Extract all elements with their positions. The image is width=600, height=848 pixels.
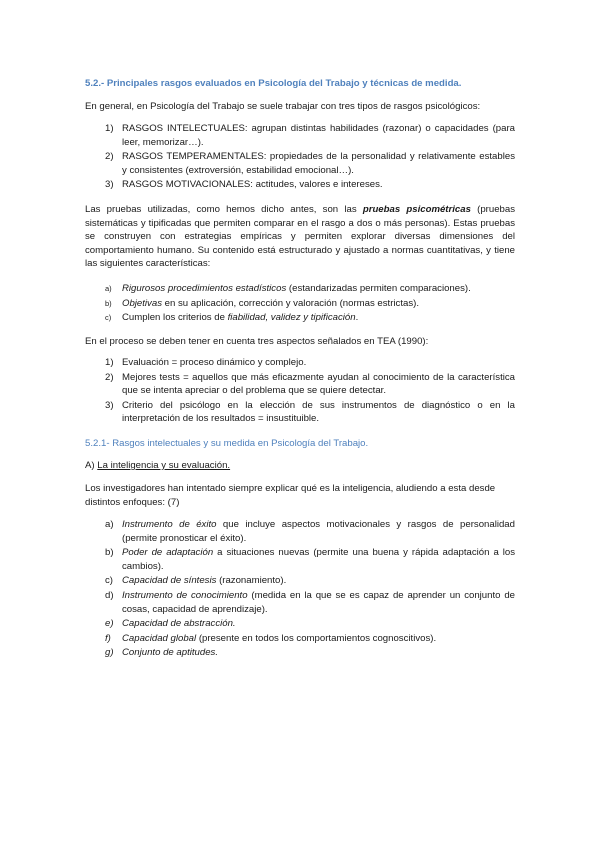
list-item: b) Objetivas en su aplicación, corrección y valoración (normas estrictas). bbox=[105, 297, 420, 309]
list-item: d) Instrumento de conocimiento (medida en la que se es capaz de aprender un conjunto de cosas, capacidad de aprendizaje). bbox=[105, 589, 515, 615]
list-item: a) Rigurosos procedimientos estadísticos (estandarizadas permiten comparaciones). bbox=[105, 283, 471, 294]
list-item: a) Instrumento de éxito que incluye aspectos motivacionales y rasgos de personalidad (permite pronosticar el éxito). bbox=[105, 519, 515, 544]
list-item: 1) RASGOS INTELECTUALES: agrupan distintas habilidades (razonar) o capacidades (para leer, memorizar…). bbox=[105, 123, 515, 148]
list-item: e) Capacidad de abstracción. bbox=[105, 618, 236, 630]
subheading: A) La inteligencia y su evaluación. bbox=[85, 460, 231, 471]
list-item: 3) Criterio del psicólogo en la elección de sus instrumentos de diagnóstico o en la interpretación de los resultados = insustituible. bbox=[105, 399, 515, 425]
list-item: c) Capacidad de síntesis (razonamiento). bbox=[105, 575, 287, 587]
intro-paragraph: En general, en Psicología del Trabajo se suele trabajar con tres tipos de rasgos psicológicos: bbox=[85, 101, 481, 112]
subsection-title: 5.2.1- Rasgos intelectuales y su medida en Psicología del Trabajo. bbox=[85, 438, 369, 449]
list-item: b) Poder de adaptación a situaciones nuevas (permite una buena y rápida adaptación a los cambios). bbox=[105, 547, 516, 572]
tea-intro: En el proceso se deben tener en cuenta tres aspectos señalados en TEA (1990): bbox=[85, 336, 429, 347]
enfoques-list bbox=[105, 518, 515, 661]
emphasis-term: pruebas psicométricas bbox=[362, 204, 471, 215]
list-item: g) Conjunto de aptitudes. bbox=[105, 647, 219, 659]
section-title: 5.2.- Principales rasgos evaluados en Psicología del Trabajo y técnicas de medida. bbox=[85, 78, 462, 89]
tea-list bbox=[105, 356, 515, 427]
list-item: 2) Mejores tests = aquellos que más eficazmente ayudan al conocimiento de la característica que se intenta apreciar o del problema que se quiere detectar. bbox=[105, 371, 515, 397]
list-item: 3) RASGOS MOTIVACIONALES: actitudes, valores e intereses. bbox=[105, 179, 383, 191]
list-item: f) Capacidad global (presente en todos los comportamientos cognoscitivos). bbox=[105, 632, 437, 644]
inteligencia-intro: Los investigadores han intentado siempre explicar qué es la inteligencia, aludiendo a esta desde distintos enfoques: (7) bbox=[85, 483, 496, 508]
caracteristicas-list bbox=[105, 282, 515, 326]
list-item: 2) RASGOS TEMPERAMENTALES: propiedades de la personalidad y relativamente estables y consistentes (extroversión, estabilidad emocional…). bbox=[105, 151, 515, 176]
list-item: c) Cumplen los criterios de fiabilidad, validez y tipificación. bbox=[105, 312, 359, 324]
rasgos-list bbox=[105, 122, 515, 193]
pruebas-paragraph: Las pruebas utilizadas, como hemos dicho antes, son las pruebas psicométricas (pruebas sistemáticas y tipificadas que permiten comparar en el rasgo a dos o más personas). Estas pruebas se construyen con estrategias empíricas y permiten explorar diversas dimensiones del comportamiento humano. Su contenido está estructurado y ajustado a normas cuantitativas, y tiene las siguientes características: bbox=[85, 204, 516, 270]
list-item: 1) Evaluación = proceso dinámico y complejo. bbox=[105, 357, 307, 368]
